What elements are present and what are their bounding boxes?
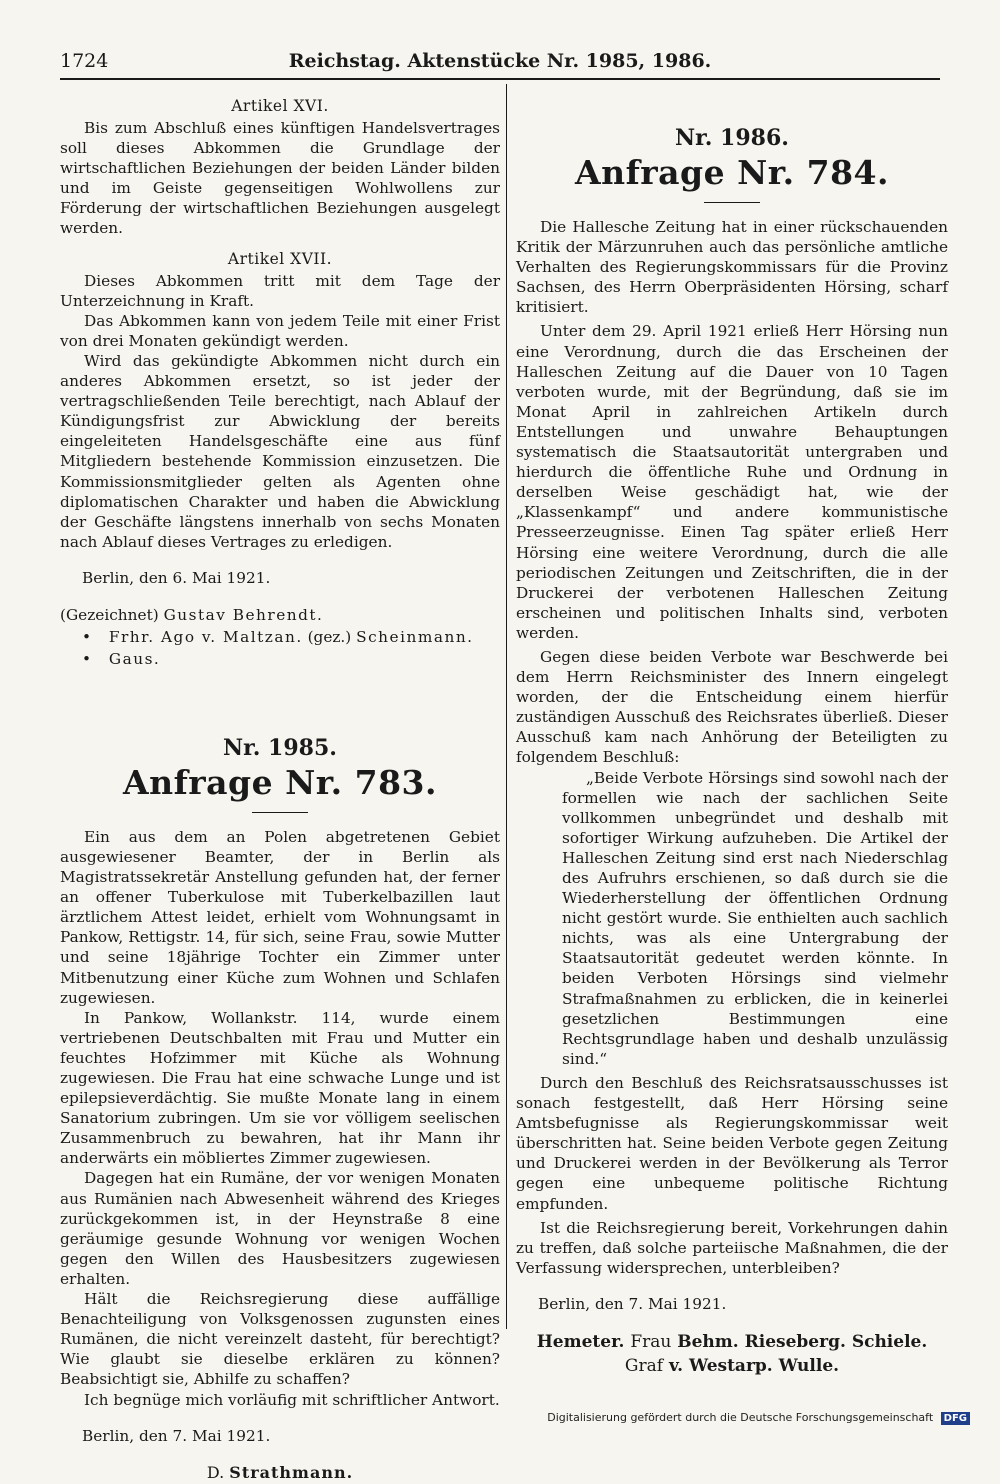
running-head: Reichstag. Aktenstücke Nr. 1985, 1986. — [288, 50, 712, 72]
inquiry-paragraph: In Pankow, Wollankstr. 114, wurde einem vertriebenen Deutschbalten mit Frau und Mutter ein feuchtes Hofzimmer mit Küche als Wohnung zugewiesen. Die Frau hat eine schwache Lunge und ist epilepsieverdächtig. Sie mußte Monate lang in einem Sanatorium zubringen. Um sie vor völligem seelischen Zusammenbruch zu bewahren, hat ihr Mann ihr anderwärts ein möbliertes Zimmer zugewiesen. — [60, 1008, 500, 1168]
signature-prefix: (gez.) — [307, 627, 352, 646]
signatories-line — [516, 1354, 948, 1378]
quoted-resolution — [516, 768, 948, 1069]
inquiry-paragraph: Ist die Reichsregierung bereit, Vorkehrungen dahin zu treffen, daß solche parteiische Maßnahmen, die der Verfassung widersprechen, unterbleiben? — [516, 1218, 948, 1277]
bullet-mark: • — [82, 649, 92, 668]
dateline: Berlin, den 7. Mai 1921. — [538, 1294, 727, 1313]
signatory-name: Rieseberg. — [744, 1331, 846, 1352]
inquiry-paragraph: Ich begnüge mich vorläufig mit schriftlicher Antwort. — [84, 1390, 500, 1409]
signatory-name: Gustav Behrendt. — [163, 605, 324, 624]
signature-initial: D. — [206, 1462, 225, 1482]
dfg-logo: DFG — [941, 1412, 970, 1425]
document-number: Nr. 1986. — [675, 125, 789, 151]
page-header — [60, 50, 940, 76]
left-column — [60, 96, 500, 1484]
right-column — [516, 96, 948, 1378]
signatory-title: Frau — [630, 1331, 672, 1352]
signatory-name: Schiele. — [851, 1331, 928, 1352]
signature-line — [60, 648, 500, 670]
article-17-title: Artikel XVII. — [227, 249, 333, 268]
title-rule — [252, 812, 308, 813]
signature-line — [60, 604, 500, 626]
inquiry-paragraph: Die Hallesche Zeitung hat in einer rückschauenden Kritik der Märzunruhen auch das persönliche amtliche Verhalten des Regierungskommissars für die Provinz Sachsen, des Herrn Oberpräsidenten Hörsing, scharf kritisiert. — [516, 218, 948, 317]
header-rule — [60, 78, 940, 80]
inquiry-paragraph: Durch den Beschluß des Reichsratsausschusses ist sonach festgestellt, daß Herr Hörsing seine Amtsbefugnisse als Regierungskommissar weit überschritten hat. Seine beiden Verbote gegen Zeitung und Druckerei werden in der Bevölkerung als Terror gegen eine unbequeme politische Richtung empfunden. — [516, 1073, 948, 1213]
article-16-text: Bis zum Abschluß eines künftigen Handelsvertrages soll dieses Abkommen die Grundlage der wirtschaftlichen Beziehungen der beiden Länder bilden und im Geiste gegenseitigen Wohlwollens zur Förderung der wirtschaftlichen Beziehungen ausgelegt werden. — [60, 119, 500, 238]
signatories-line — [516, 1330, 948, 1354]
quote-text: „Beide Verbote Hörsings sind sowohl nach der formellen wie nach der sachlichen Seite vollkommen unbegründet und deshalb mit sofortiger Wirkung aufzuheben. Die Artikel der Halleschen Zeitung sind erst nach Niederschlag des Aufruhrs erschienen, so daß durch sie die Wiederherstellung der öffentlichen Ordnung nicht gestört wurde. Sie enthielten auch sachlich nichts, was als eine Untergrabung der Staatsautorität gedeutet werden könnte. In beiden Verboten Hörsings sind vielmehr Strafmaßnahmen zu erblicken, die in keinerlei gesetzlichen Bestimmungen eine Rechtsgrundlage haben und deshalb unzulässig sind.“ — [562, 768, 948, 1068]
column-divider — [506, 84, 507, 1329]
article-17-paragraph: Das Abkommen kann von jedem Teile mit einer Frist von drei Monaten gekündigt werden. — [60, 311, 500, 350]
signatory-name: Hemeter. — [536, 1331, 625, 1352]
signatory-name: Behm. — [677, 1331, 739, 1352]
credit-text: Digitalisierung gefördert durch die Deutsche Forschungsgemeinschaft — [547, 1411, 934, 1424]
signature-line — [60, 626, 500, 648]
inquiry-paragraph: Gegen diese beiden Verbote war Beschwerde bei dem Herrn Reichsminister des Innern eingelegt worden, der die Entscheidung einem hierfür zuständigen Ausschuß des Reichsrates überließ. Dieser Ausschuß kam nach Anhörung der Beteiligten zu folgendem Beschluß: — [516, 647, 948, 767]
signatory-name: Scheinmann. — [356, 627, 474, 646]
article-17-paragraph: Dieses Abkommen tritt mit dem Tage der Unterzeichnung in Kraft. — [60, 271, 500, 310]
inquiry-paragraph: Hält die Reichsregierung diese auffällige Benachteiligung von Volksgenossen zugunsten eines Rumänen, die nicht vereinzelt dasteht, für berechtigt? Wie glaubt sie dieselbe erklären zu können? Beabsichtigt sie, Abhilfe zu schaffen? — [60, 1290, 500, 1389]
signatory-name: Frhr. Ago v. Maltzan. — [108, 627, 303, 646]
inquiry-paragraph: Unter dem 29. April 1921 erließ Herr Hörsing nun eine Verordnung, durch die das Erscheinen der Halleschen Zeitung auf die Dauer von 10 Tagen verboten wurde, mit der Begründung, daß sie im Monat April in zahlreichen Artikeln durch Entstellungen und unwahre Behauptungen systematisch die Staatsautorität untergraben und hierdurch die öffentliche Ruhe und Ordnung in derselben Weise geschädigt hat, wie der „Klassenkampf“ und andere kommunistische Presseerzeugnisse. Einen Tag später erließ Herr Hörsing eine weitere Verordnung, durch die alle periodischen Zeitungen und Zeitschriften, die in der Druckerei der verbotenen Halleschen Zeitung erscheinen und politischen Inhalts sind, verboten werden. — [516, 322, 948, 642]
article-16-title: Artikel XVI. — [231, 97, 329, 115]
signatory-name: v. Westarp. — [668, 1355, 773, 1376]
bullet-mark: • — [82, 627, 92, 646]
title-rule — [704, 202, 760, 203]
signatory-title: Graf — [624, 1355, 664, 1376]
dateline: Berlin, den 6. Mai 1921. — [82, 568, 271, 587]
signature-prefix: (Gezeichnet) — [60, 605, 159, 624]
document-number: Nr. 1985. — [223, 734, 337, 761]
signatory-name: Strathmann. — [229, 1462, 354, 1482]
signatory-name: Gaus. — [108, 649, 161, 668]
digitization-credit — [547, 1411, 970, 1425]
signatories — [516, 1330, 948, 1378]
inquiry-title: Anfrage Nr. 783. — [123, 762, 437, 802]
inquiry-paragraph: Ein aus dem an Polen abgetretenen Gebiet ausgewiesener Beamter, der in Berlin als Magistratssekretär Anstellung gefunden hat, der ferner an offener Tuberkulose mit Tuberkelbazillen laut ärztlichem Attest leidet, erhielt vom Wohnungsamt in Pankow, Rettigstr. 14, für sich, seine Frau, sowie Mutter und seine 18jährige Tochter ein Zimmer unter Mitbenutzung einer Küche zum Wohnen und Schlafen zugewiesen. — [60, 827, 500, 1007]
dateline: Berlin, den 7. Mai 1921. — [82, 1426, 271, 1445]
inquiry-title: Anfrage Nr. 784. — [575, 153, 889, 192]
inquiry-paragraph: Dagegen hat ein Rumäne, der vor wenigen Monaten aus Rumänien nach Abwesenheit während des Krieges zurückgekommen ist, in der Heynstraße 8 eine geräumige gesunde Wohnung vor wenigen Wochen gegen den Willen des Hausbesitzers zugewiesen erhalten. — [60, 1169, 500, 1288]
inquiry-signature — [60, 1462, 500, 1484]
signatory-name: Wulle. — [778, 1355, 840, 1376]
article-17-paragraph: Wird das gekündigte Abkommen nicht durch ein anderes Abkommen ersetzt, so ist jeder der vertragschließenden Teile berechtigt, nach Ablauf der Kündigungsfrist zur Abwicklung der bereits eingeleiteten Handelsgeschäfte eine aus fünf Mitgliedern bestehende Kommission einzusetzen. Die Kommissionsmitglieder gelten als Agenten ohne diplomatischen Charakter und haben die Abwicklung der Geschäfte längstens innerhalb von sechs Monaten nach Ablauf dieses Vertrages zu erledigen. — [60, 351, 500, 551]
page-number: 1724 — [60, 50, 109, 72]
